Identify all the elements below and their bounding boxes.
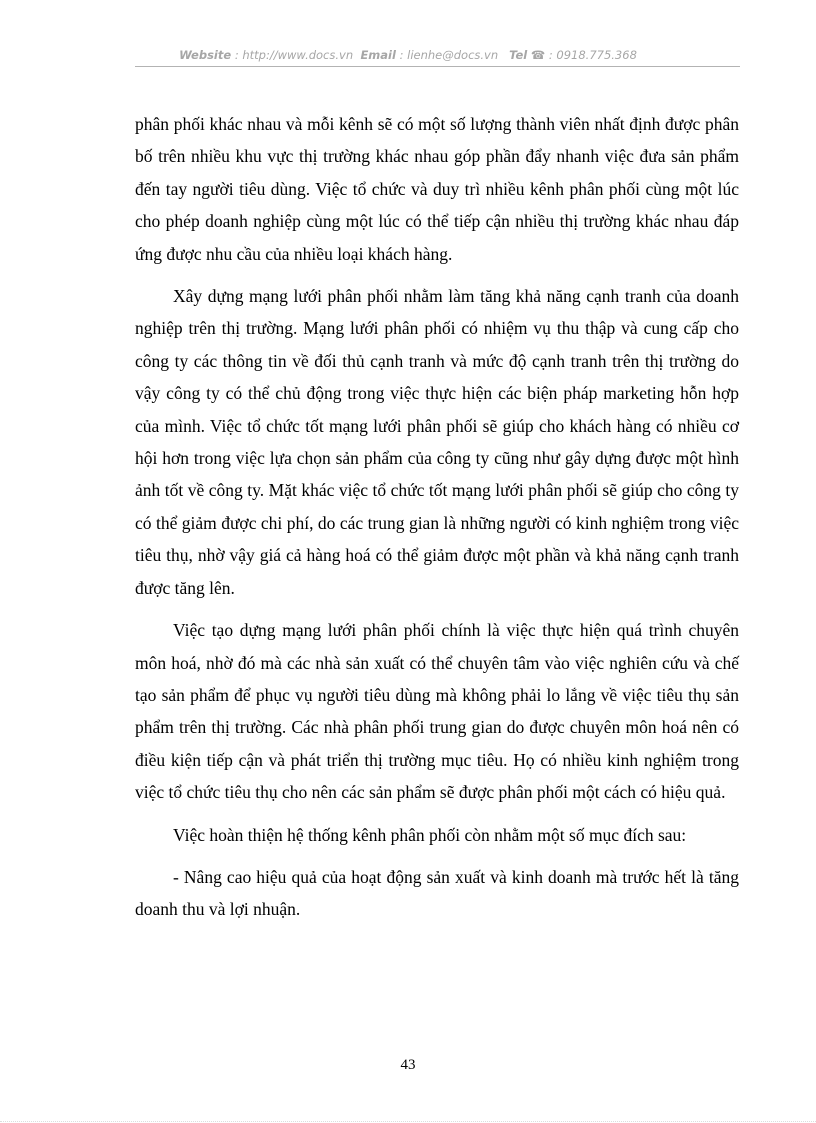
tel-number: 0918.775.368 xyxy=(556,48,637,62)
page-header xyxy=(0,48,816,62)
email-separator: : xyxy=(395,48,408,62)
paragraph-continuation: phân phối khác nhau và mỗi kênh sẽ có một số lượng thành viên nhất định được phân bố trên nhiều khu vực thị trường khác nhau góp phần đẩy nhanh việc đưa sản phẩm đến tay người tiêu dùng. Việc tổ chức và duy trì nhiều kênh phân phối cùng một lúc cho phép doanh nghiệp cùng một lúc có thể tiếp cận nhiều thị trường khác nhau đáp ứng được nhu cầu của nhiều loại khách hàng. xyxy=(135,114,739,264)
document-body xyxy=(135,108,739,936)
email-address[interactable]: lienhe@docs.vn xyxy=(407,48,499,62)
page-number: 43 xyxy=(400,1057,416,1073)
header-divider xyxy=(135,66,740,67)
website-separator: : xyxy=(231,48,243,62)
paragraph-competitiveness: Xây dựng mạng lưới phân phối nhằm làm tăng khả năng cạnh tranh của doanh nghiệp trên thị trường. Mạng lưới phân phối có nhiệm vụ thu thập và cung cấp cho công ty các thông tin về đối thủ cạnh tranh và mức độ cạnh tranh trên thị trường do vậy công ty có thể chủ động trong việc thực hiện các biện pháp marketing hỗn hợp của mình. Việc tổ chức tốt mạng lưới phân phối sẽ giúp cho khách hàng có nhiều cơ hội hơn trong việc lựa chọn sản phẩm của công ty cũng như gây dựng được một hình ảnh tốt về công ty. Mặt khác việc tổ chức tốt mạng lưới phân phối sẽ giúp cho công ty có thể giảm được chi phí, do các trung gian là những người có kinh nghiệm trong việc tiêu thụ, nhờ vậy giá cả hàng hoá có thể giảm được một phần và khả năng cạnh tranh được tăng lên. xyxy=(135,286,739,598)
bottom-divider xyxy=(0,1121,816,1122)
website-url[interactable]: http://www.docs.vn xyxy=(242,48,354,62)
paragraph-objectives-intro: Việc hoàn thiện hệ thống kênh phân phối còn nhằm một số mục đích sau: xyxy=(173,824,687,845)
website-label: Website xyxy=(179,48,232,62)
tel-label: Tel xyxy=(509,48,528,62)
paragraph-specialization: Việc tạo dựng mạng lưới phân phối chính là việc thực hiện quá trình chuyên môn hoá, nhờ đó mà các nhà sản xuất có thể chuyên tâm vào việc nghiên cứu và chế tạo sản phẩm để phục vụ người tiêu dùng mà không phải lo lắng về việc tiêu thụ sản phẩm trên thị trường. Các nhà phân phối trung gian do được chuyên môn hoá nên có điều kiện tiếp cận và phát triển thị trường mục tiêu. Họ có nhiều kinh nghiệm trong việc tổ chức tiêu thụ cho nên các sản phẩm sẽ được phân phối một cách có hiệu quả. xyxy=(135,620,739,803)
paragraph-objective-item: - Nâng cao hiệu quả của hoạt động sản xuất và kinh doanh mà trước hết là tăng doanh thu và lợi nhuận. xyxy=(135,866,739,920)
tel-separator: : xyxy=(545,48,557,62)
phone-icon: ☎ xyxy=(530,48,546,62)
email-label: Email xyxy=(360,48,396,62)
